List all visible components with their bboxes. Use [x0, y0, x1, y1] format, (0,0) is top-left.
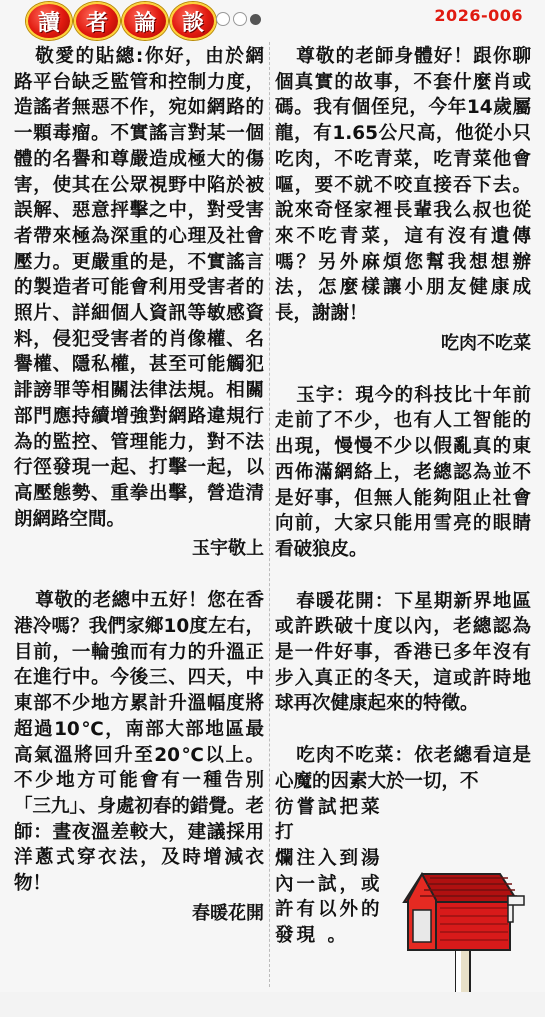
circle-filled-icon	[250, 14, 261, 25]
title-badge: 談	[170, 2, 216, 40]
reply-body: 吃肉不吃菜：依老總看這是心魔的因素大於一切，不	[275, 745, 531, 792]
letter-body: 敬愛的貼總:你好，由於網路平台缺乏監管和控制力度，造謠者無惡不作，宛如網路的一顆毒瘤。不實謠言對某一個體的名譽和尊嚴造成極大的傷害，使其在公眾視野中陷於被誤解、惡意抨擊之中，對受害者帶來極為深重的心理及社會壓力。更嚴重的是，不實謠言的製造者可能會利用受害者的照片、詳細個人資訊等敏感資料，侵犯受害者的肖像權、名譽權、隱私權，甚至可能觸犯誹謗罪等相關法律法規。相關部門應持續增強對網路違規行為的監控、管理能力，對不法行徑發現一起、打擊一起，以高壓態勢、重拳出擊，營造清朗網路空間。	[14, 46, 264, 530]
letter-signature: 玉宇敬上	[192, 538, 264, 560]
left-column	[14, 44, 264, 927]
reader-letter	[275, 44, 531, 357]
reply-wrap-lines	[275, 795, 400, 949]
reply-line: 發現 。	[275, 925, 349, 947]
decorative-dots	[216, 12, 261, 26]
issue-number: 2026-006	[434, 6, 523, 25]
reader-letter	[14, 44, 264, 562]
reply-line: 內一試，或	[275, 873, 383, 895]
reply-line: 許有以外的	[275, 899, 383, 921]
title-badge: 論	[122, 2, 168, 40]
reader-letter	[14, 588, 264, 926]
editor-reply	[275, 589, 531, 718]
column-title	[26, 2, 216, 40]
page-footer-space	[0, 992, 545, 1017]
letter-body: 尊敬的老師身體好！跟你聊個真實的故事，不套什麼肖或碼。我有個侄兒，今年14歲屬龍，有1.65公尺高，他從小只吃肉，不吃青菜，吃青菜他會嘔，要不就不咬直接吞下去。說來奇怪家裡長輩我么叔也從來不吃青菜，這有沒有遺傳嗎？另外麻煩您幫我想想辦法，怎麼樣讓小朋友健康成長，謝謝！	[275, 46, 531, 325]
header	[0, 0, 545, 40]
column-divider	[269, 42, 270, 987]
reply-body: 玉宇：現今的科技比十年前走前了不少，也有人工智能的出現，慢慢不少以假亂真的東西佈滿網絡上，老總認為並不是好事，但無人能夠阻止社會向前，大家只能用雪亮的眼睛看破狼皮。	[275, 384, 531, 560]
letter-signature: 春暖花開	[192, 902, 264, 924]
reply-line: 爛注入到湯	[275, 847, 383, 869]
letter-signature: 吃肉不吃菜	[441, 332, 531, 354]
circle-outline-icon	[233, 12, 247, 26]
editor-reply	[275, 383, 531, 563]
reply-body: 春暖花開：下星期新界地區或許跌破十度以內，老總認為是一件好事，香港已多年沒有步入真正的冬天，這或許時地球再次健康起來的特徵。	[275, 590, 531, 715]
mailbox-icon	[400, 860, 530, 1010]
circle-outline-icon	[216, 12, 230, 26]
right-column	[275, 44, 531, 949]
title-badge: 讀	[26, 2, 72, 40]
title-badge: 者	[74, 2, 120, 40]
letter-body: 尊敬的老總中五好！您在香港冷嗎？我們家鄉10度左右，目前，一輪強而有力的升溫正在進行中。今後三、四天，中東部不少地方累計升溫幅度將超過10℃，南部大部地區最高氣溫將回升至20℃以上。不少地方可能會有一種告別「三九」、身處初春的錯覺。老師：晝夜溫差較大，建議採用洋蔥式穿衣法，及時增減衣物！	[14, 590, 264, 895]
reply-line: 彷嘗試把菜打	[275, 796, 383, 844]
